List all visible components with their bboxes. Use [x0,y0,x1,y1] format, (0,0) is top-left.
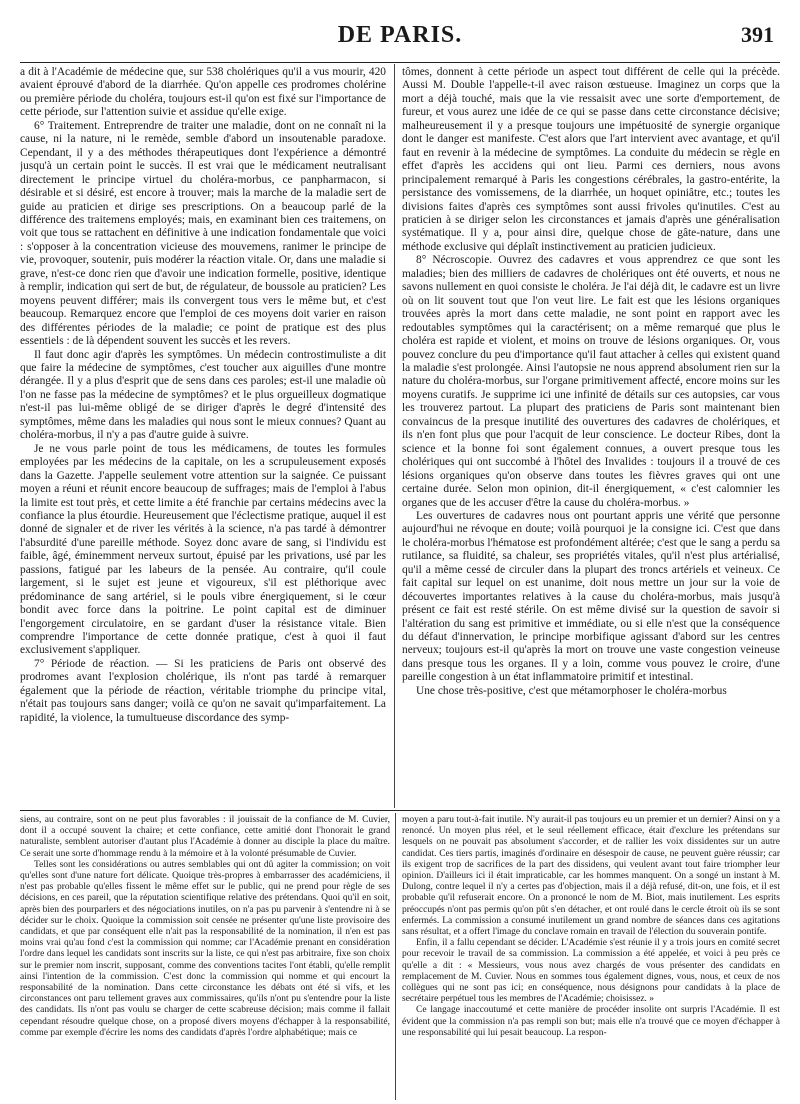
paragraph: 7° Période de réaction. — Si les praticiens de Paris ont observé des prodromes avant l'explosion cholérique, ils n'ont pas tardé à remarquer également que la période de réaction, véritable triomphe du principe vital, n'était pas toujours sans danger; voilà ce qu'on ne savait qu'imparfaitement. La rapidité, la violence, la tumultueuse discordance des symp- [20,657,386,724]
paragraph: Une chose très-positive, c'est que métamorphoser le choléra-morbus [416,684,727,697]
paragraph: Il faut donc agir d'après les symptômes. Un médecin controstimuliste a dit que faire la médecine de symptômes, c'est toucher aux aiguilles d'une montre dérangée. Il y a plus d'esprit que de sens dans ces paroles; est-il une maladie où l'on ne fasse pas la médecine de symptômes? et le plus orgueilleux dogmatique n'est-il pas lui-même obligé de se diriger d'après le degré d'intensité des symptômes, même dans les maladies qui nous sont le mieux connues? Quant au choléra-morbus, il n'y a pas d'autre guide à suivre. [20,348,386,442]
feuilleton-rule [20,810,780,811]
lower-left-column [20,815,390,1098]
paragraph: Les ouvertures de cadavres nous ont pourtant appris une vérité que personne aujourd'hui ne révoque en doute; voilà pourquoi je la consigne ici. C'est que dans le choléra-morbus l'hématose est profondément altérée; c'est que le sang a perdu sa rutilance, sa fluidité, sa chaleur, ses propriétés vitales, qu'il n'est plus artérialisé, qu'il a même cessé de circuler dans la plupart des troncs artériels et veineux. Ce fait capital sur lequel on est unanime, doit nous mettre un jour sur la voie de découvertes importantes relatives à la cause du choléra-morbus, mais jusqu'à présent ce fait est resté stérile. On est même divisé sur la question de savoir si l'altération du sang est primitive et immédiate, ou si elle n'est que la conséquence du défaut d'innervation, le principe morbifique agissant d'abord sur les centres nerveux; toujours est-il qu'après la mort on trouve une vaste congestion veineuse dans presque tous les organes. Il y a loin, comme vous pouvez le croire, d'une pareille congestion à un état inflammatoire primitif et intestinal. [402,509,780,684]
running-title: DE PARIS. [337,22,463,48]
paragraph: siens, au contraire, sont on ne peut plus favorables : il jouissait de la confiance de M. Cuvier, dont il a occupé souvent la chaire; et cette confiance, cette amitié dont l'honorait le grand naturaliste, semblent autoriser d'autant plus l'Académie à donner au disciple la place du maître. Ce serait une sorte d'hommage rendu à la mémoire et à la volonté présumable de Cuvier. [20,815,390,859]
page-header [20,16,780,56]
column-divider [395,813,396,1100]
page-number: 391 [741,22,774,47]
upper-left-column [20,66,386,808]
paragraph: Je ne vous parle point de tous les médicamens, de toutes les formules employées par les médecins de la capitale, on les a scrupuleusement exposés dans la Gazette. J'appelle seulement votre attention sur la saignée. Ce puissant moyen a réuni et réunit encore beaucoup de suffrages; mais de l'emploi à l'abus la limite est tout près, et cette limite a été franchie par certains médecins avec la confiance la plus étourdie. Heureusement que l'éclectisme pratique, auquel il est donné de signaler et de river les vérités à la science, n'a pas tardé à démontrer l'absurdité d'une pareille méthode. Soyez donc avare de sang, si l'individu est faible, âgé, éminemment nerveux surtout, épuisé par les privations, usé par les passions, fatigué par les labeurs de la pensée. Au contraire, qu'il coule largement, si le sujet est jeune et vigoureux, s'il est pléthorique avec prédominance de sang artériel, si le pouls vibre énergiquement, si le cœur bondit avec force dans la poitrine. Le point capital est de diminuer l'engorgement circulatoire, en se gardant d'user la résistance vitale. Bien comprendre l'importance de cette donnée pratique, c'est à quoi il faut exclusivement s'appliquer. [20,442,386,657]
paragraph: 8° Nécroscopie. Ouvrez des cadavres et vous apprendrez ce que sont les maladies; bien des milliers de cadavres de cholériques ont été ouverts, et nous ne savons nullement en quoi consiste le choléra. Je l'ai déjà dit, le cadavre est un livre où on lit souvent tout que l'on veut lire. Le fait est que les lésions organiques trouvées après la mort dans cette maladie, ne sont point en rapport avec les redoutables symptômes qui la caractérisent; on a même remarqué que plus le choléra est rapide et violent, et moins on trouve de lésions organiques. Or, vous pouvez conclure du peu d'importance qu'il faut attacher à celles qui existent quand la maladie s'est prolongée. Ainsi l'autopsie ne nous apprend absolument rien sur la nature du choléra-morbus, sur l'organe primitivement affecté, encore moins sur les moyens curatifs. Je supprime ici une infinité de détails sur ces autopsies, car vous les trouverez partout. La plupart des praticiens de Paris sont maintenant bien convaincus de la presque inutilité des ouvertures des cadavres de cholériques, et ils n'en font plus que pour l'acquit de leur conscience. Le docteur Ribes, dont la science et la bonne foi sont également connues, a ouvert presque tous les cholériques qui ont succombé à l'hôtel des Invalides : toujours il a trouvé de ces lésions organiques qu'on observe dans toutes les fièvres graves qui ont une certaine durée. Selon mon opinion, dit-il énergiquement, « c'est calomnier les organes que de les accuser d'être la cause du choléra-morbus. » [402,254,780,509]
paragraph: Enfin, il a fallu cependant se décider. L'Académie s'est réunie il y a trois jours en comité secret pour recevoir le travail de sa commission. La commission a été appelée, et voici à peu près ce qu'elle a dit : « Messieurs, vous nous avez chargés de vous présenter des candidats en remplacement de M. Cuvier. Nous en sommes tous également dignes, vous, nous, et ceux de nos collègues qui ne sont pas ici; en conséquence, nous désignons pour candidats à la place de secrétaire perpétuel tous les membres de l'Académie; choisissez. » [402,938,780,1005]
paragraph: a dit à l'Académie de médecine que, sur 538 cholériques qu'il a vus mourir, 420 avaient éprouvé d'abord de la diarrhée. Qu'on appelle ces prodromes cholérine ou première période du choléra, toujours est-il qu'on est fixé sur l'importance de cette période, sur l'attention suivie et assidue qu'elle exige. [20,66,386,119]
upper-right-column [402,66,780,808]
paragraph: Ce langage inaccoutumé et cette manière de procéder insolite ont surpris l'Académie. Il est évident que la commission n'a pas rempli son but; mais elle n'a trouvé que ce moyen d'échapper à une responsabilité qui lui pesait beaucoup. La respon- [402,1005,780,1038]
lower-right-column [402,815,780,1098]
header-rule [20,62,780,63]
paragraph: Telles sont les considérations ou autres semblables qui ont dû agiter la commission; on voit qu'elles sont d'une nature fort délicate. Quoique très-propres à embarrasser des académiciens, il n'est pas probable qu'elles fissent le même effet sur le public, qui ne prend pour règle de ses décisions, en ces pareil, que la réputation scientifique relative des prétendans. Quoi qu'il en soit, après bien des pourparlers et des négociations inutiles, on n'a pas pu parvenir à s'entendre ni à se décider sur le choix. Quoique la commission soit censée ne présenter qu'une liste provisoire des candidats, et que par conséquent elle n'ait pas la responsabilité de la nomination, il n'en est pas moins vrai qu'au fond c'est la commission qui nomme; car l'Académie prenant en considération l'ordre dans lequel les candidats sont inscrits sur la liste, ce qui n'est pas arbitraire, fixe son choix sur le premier nom inscrit, supposant, comme des conventions tacites l'ont établi, qu'elle remplit ainsi l'intention de la commission. C'est donc la commission qui nomme et qui encourt la responsabilité de la nomination. Dans cette circonstance les débats ont été si vifs, et les circonstances ont paru tellement graves aux commissaires, qu'ils n'ont pu s'entendre pour la liste des candidats. Ils n'ont pas voulu se charger de cette scabreuse décision; mais comme il fallait cependant résoudre quelque chose, on a proposé divers moyens d'échapper à la responsabilité, comme par exemple d'écrire les noms des candidats d'après l'ordre alphabétique; mais ce [20,859,390,1038]
column-divider [394,64,395,808]
paragraph: tômes, donnent à cette période un aspect tout différent de celle qui la précède. Aussi M. Double l'appelle-t-il avec raison œstueuse. Imaginez un corps que la mort a déjà touché, mais que la vie ressaisit avec une sorte d'emportement, de fureur, et vous aurez une idée de ce qui se passe dans cette circonstance décisive; malheureusement il y a presque toujours une impétuosité de synergie organique dont le danger est manifeste. C'est alors que l'art intervient avec avantage, et qu'il faut en revenir à la médecine de symptômes. La conduite du médecin se règle en effet d'après les accidens qui ont lieu. Parmi ces derniers, nous avons principalement remarqué à Paris les congestions cérébrales, la gastro-entérite, la persistance des vomissemens, de la diarrhée, un hoquet opiniâtre, etc.; toutes les divisions faites d'après ces symptômes sont aussi frivoles qu'inutiles. C'est au praticien à se diriger selon les circonstances et jamais d'après une généralisation systématique. Il y a, pour ainsi dire, quelque chose de gâte-nature, dans une méthode exclusive qui déplaît instinctivement au praticien judicieux. [402,66,780,253]
paragraph: moyen a paru tout-à-fait inutile. N'y aurait-il pas toujours eu un premier et un dernier? Ainsi on y a renoncé. Un moyen plus réel, et le seul réellement efficace, était d'exclure les prétendans sur lesquels on ne pouvait pas absolument s'accorder, et de rallier les voix dissidentes sur un autre candidat. Ces tiers partis, imaginés d'ordinaire en désespoir de cause, ne peuvent guère réussir; car ils exigent trop de sacrifices de la part des dissidens, qui veulent avant tout faire triompher leur opinion. D'ailleurs ici il était impraticable, car les hommes manquent. On a songé un instant à M. Dulong, contre lequel il n'y a certes pas d'objection, mais il a déjà refusé, dit-on, une fois, et il est probable qu'il refuserait encore. On a prononcé le nom de M. Biot, mais inutilement. Les esprits préoccupés n'ont pas permis qu'on pût s'en détacher, et ont roulé dans le cercle étroit où ils se sont enfermés. La commission a consumé inutilement un grand nombre de séances dans ces agitations sans résultat, et a offert l'image du conclave romain en travail de l'élection du souverain pontife. [402,815,780,938]
paragraph: 6° Traitement. Entreprendre de traiter une maladie, dont on ne connaît ni la cause, ni la nature, ni le remède, semble d'abord un insoutenable paradoxe. Cependant, il y a des méthodes thérapeutiques dont l'expérience a démontré jusqu'à un certain point le succès. Il est vrai que le médicament neutralisant directement le principe virtuel du choléra-morbus, ce panpharmacon, si désirable et si désiré, est encore à trouver; mais la marche de la maladie sert de guide au praticien et dirige ses prescriptions. On a beaucoup parlé de la différence des traitemens employés; mais, en examinant bien ces traitemens, on voit que tous se rattachent en définitive à une indication fondamentale que voici : s'opposer à la concentration vicieuse des mouvemens, ranimer le principe de vie, provoquer, soutenir, puis modérer la réaction vitale. Or, dans une maladie si grave, n'est-ce donc rien que d'avoir une indication formelle, positive, identique à remplir, indication qui sert de but, de régulateur, de boussole au praticien? Les moyens peuvent différer; mais ils convergent tous vers le même but, et c'est beaucoup. Remarquez encore que l'emploi de ces moyens doit varier en raison des différentes périodes de la maladie; ce point de pratique est des plus essentiels : de là dépendent souvent les succès et les revers. [20,119,386,348]
